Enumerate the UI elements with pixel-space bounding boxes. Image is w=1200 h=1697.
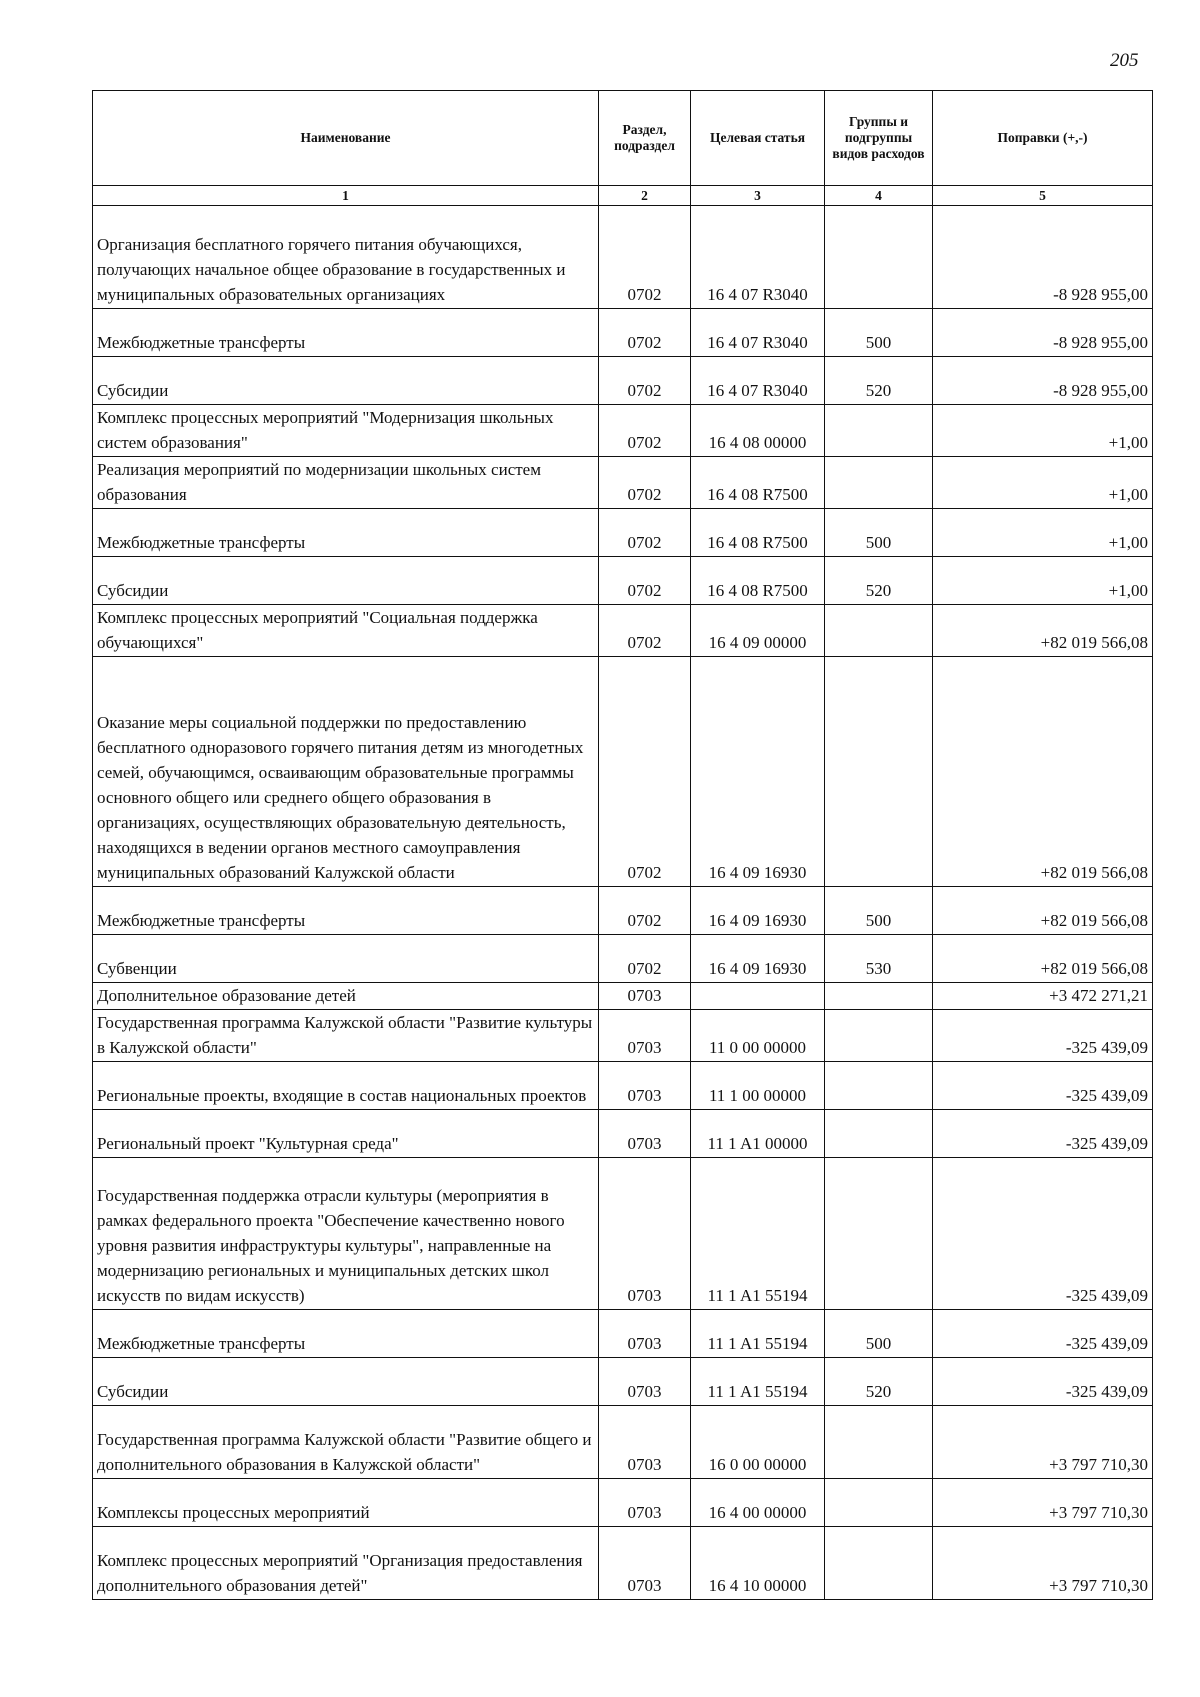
row-section: 0703 xyxy=(599,1358,691,1406)
table-header-row xyxy=(93,91,1153,186)
row-amount: +3 472 271,21 xyxy=(933,983,1153,1010)
row-name: Комплекс процессных мероприятий "Социальная поддержка обучающихся" xyxy=(93,605,599,657)
table-row xyxy=(93,1358,1153,1406)
table-row xyxy=(93,457,1153,509)
row-target: 11 1 A1 55194 xyxy=(691,1310,825,1358)
row-amount: +82 019 566,08 xyxy=(933,605,1153,657)
row-type xyxy=(825,1527,933,1600)
row-target: 16 4 08 R7500 xyxy=(691,557,825,605)
row-target: 16 4 09 16930 xyxy=(691,935,825,983)
page-number: 205 xyxy=(1110,50,1139,71)
row-type: 530 xyxy=(825,935,933,983)
row-name: Субсидии xyxy=(93,1358,599,1406)
row-target: 16 4 09 00000 xyxy=(691,605,825,657)
row-amount: -8 928 955,00 xyxy=(933,309,1153,357)
row-section: 0703 xyxy=(599,1527,691,1600)
row-amount: +1,00 xyxy=(933,557,1153,605)
row-target: 11 1 A1 55194 xyxy=(691,1358,825,1406)
row-target: 16 4 09 16930 xyxy=(691,887,825,935)
row-name: Дополнительное образование детей xyxy=(93,983,599,1010)
row-name: Региональный проект "Культурная среда" xyxy=(93,1110,599,1158)
table-row xyxy=(93,887,1153,935)
column-number: 2 xyxy=(599,186,691,206)
row-name: Комплекс процессных мероприятий "Организация предоставления дополнительного образования детей" xyxy=(93,1527,599,1600)
row-name: Комплексы процессных мероприятий xyxy=(93,1479,599,1527)
row-amount: -325 439,09 xyxy=(933,1158,1153,1310)
header-name: Наименование xyxy=(93,91,599,186)
row-section: 0702 xyxy=(599,457,691,509)
row-name: Региональные проекты, входящие в состав национальных проектов xyxy=(93,1062,599,1110)
row-type: 500 xyxy=(825,887,933,935)
row-section: 0702 xyxy=(599,605,691,657)
header-amend: Поправки (+,-) xyxy=(933,91,1153,186)
row-type xyxy=(825,1479,933,1527)
row-target: 16 4 08 00000 xyxy=(691,405,825,457)
table-row xyxy=(93,605,1153,657)
row-target: 16 4 08 R7500 xyxy=(691,509,825,557)
row-section: 0703 xyxy=(599,1110,691,1158)
row-section: 0702 xyxy=(599,309,691,357)
row-type xyxy=(825,405,933,457)
row-amount: +1,00 xyxy=(933,509,1153,557)
row-section: 0702 xyxy=(599,405,691,457)
table-row xyxy=(93,935,1153,983)
table-row xyxy=(93,405,1153,457)
row-target: 16 4 09 16930 xyxy=(691,657,825,887)
row-target: 11 1 A1 55194 xyxy=(691,1158,825,1310)
row-name: Субсидии xyxy=(93,557,599,605)
table-row xyxy=(93,1062,1153,1110)
row-target: 16 4 07 R3040 xyxy=(691,206,825,309)
row-name: Межбюджетные трансферты xyxy=(93,509,599,557)
row-target: 16 4 00 00000 xyxy=(691,1479,825,1527)
row-amount: +1,00 xyxy=(933,405,1153,457)
row-amount: +1,00 xyxy=(933,457,1153,509)
table-row xyxy=(93,309,1153,357)
row-type xyxy=(825,1110,933,1158)
row-section: 0703 xyxy=(599,1062,691,1110)
row-type: 520 xyxy=(825,557,933,605)
row-name: Государственная программа Калужской области "Развитие культуры в Калужской области" xyxy=(93,1010,599,1062)
row-amount: -8 928 955,00 xyxy=(933,357,1153,405)
row-section: 0703 xyxy=(599,1010,691,1062)
row-type xyxy=(825,1062,933,1110)
row-name: Комплекс процессных мероприятий "Модернизация школьных систем образования" xyxy=(93,405,599,457)
row-target: 11 0 00 00000 xyxy=(691,1010,825,1062)
row-amount: -325 439,09 xyxy=(933,1110,1153,1158)
row-type: 520 xyxy=(825,357,933,405)
row-type xyxy=(825,605,933,657)
row-section: 0703 xyxy=(599,1310,691,1358)
row-section: 0703 xyxy=(599,1406,691,1479)
row-section: 0702 xyxy=(599,657,691,887)
row-name: Государственная программа Калужской области "Развитие общего и дополнительного образования в Калужской области" xyxy=(93,1406,599,1479)
row-amount: +82 019 566,08 xyxy=(933,887,1153,935)
table-row xyxy=(93,1527,1153,1600)
row-section: 0702 xyxy=(599,509,691,557)
row-target xyxy=(691,983,825,1010)
row-amount: -325 439,09 xyxy=(933,1010,1153,1062)
row-target: 11 1 00 00000 xyxy=(691,1062,825,1110)
row-amount: +3 797 710,30 xyxy=(933,1406,1153,1479)
row-target: 16 4 08 R7500 xyxy=(691,457,825,509)
row-type: 500 xyxy=(825,509,933,557)
row-target: 11 1 A1 00000 xyxy=(691,1110,825,1158)
table-row xyxy=(93,1158,1153,1310)
table-row xyxy=(93,983,1153,1010)
row-type xyxy=(825,457,933,509)
row-section: 0703 xyxy=(599,1479,691,1527)
row-amount: +82 019 566,08 xyxy=(933,657,1153,887)
row-amount: -325 439,09 xyxy=(933,1062,1153,1110)
table-row xyxy=(93,1479,1153,1527)
row-type: 500 xyxy=(825,1310,933,1358)
row-name: Межбюджетные трансферты xyxy=(93,887,599,935)
row-name: Межбюджетные трансферты xyxy=(93,309,599,357)
row-name: Оказание меры социальной поддержки по предоставлению бесплатного одноразового горячего питания детям из многодетных семей, обучающимся, осваивающим образовательные программы основного общего или среднего общего образования в организациях, осуществляющих образовательную деятельность, находящихся в ведении органов местного самоуправления муниципальных образований Калужской области xyxy=(93,657,599,887)
row-target: 16 4 07 R3040 xyxy=(691,357,825,405)
row-target: 16 4 07 R3040 xyxy=(691,309,825,357)
column-number: 4 xyxy=(825,186,933,206)
table-row xyxy=(93,657,1153,887)
row-amount: +3 797 710,30 xyxy=(933,1479,1153,1527)
table-row xyxy=(93,357,1153,405)
row-section: 0702 xyxy=(599,887,691,935)
row-name: Государственная поддержка отрасли культуры (мероприятия в рамках федерального проекта "Обеспечение качественно нового уровня развития инфраструктуры культуры", направленные на модернизацию региональных и муниципальных детских школ искусств по видам искусств) xyxy=(93,1158,599,1310)
table-row xyxy=(93,509,1153,557)
row-section: 0702 xyxy=(599,935,691,983)
row-type xyxy=(825,1010,933,1062)
table-row xyxy=(93,557,1153,605)
row-section: 0702 xyxy=(599,206,691,309)
column-number: 3 xyxy=(691,186,825,206)
row-section: 0702 xyxy=(599,557,691,605)
table-row xyxy=(93,1310,1153,1358)
row-type xyxy=(825,657,933,887)
row-name: Субвенции xyxy=(93,935,599,983)
row-type xyxy=(825,1158,933,1310)
header-groups: Группы и подгруппы видов расходов xyxy=(825,91,933,186)
header-target: Целевая статья xyxy=(691,91,825,186)
table-row xyxy=(93,1406,1153,1479)
row-type xyxy=(825,206,933,309)
row-amount: +82 019 566,08 xyxy=(933,935,1153,983)
row-section: 0703 xyxy=(599,983,691,1010)
column-number-row xyxy=(93,186,1153,206)
row-name: Реализация мероприятий по модернизации школьных систем образования xyxy=(93,457,599,509)
column-number: 5 xyxy=(933,186,1153,206)
table-row xyxy=(93,1010,1153,1062)
row-type: 500 xyxy=(825,309,933,357)
row-amount: +3 797 710,30 xyxy=(933,1527,1153,1600)
column-number: 1 xyxy=(93,186,599,206)
row-section: 0703 xyxy=(599,1158,691,1310)
row-amount: -325 439,09 xyxy=(933,1358,1153,1406)
row-name: Межбюджетные трансферты xyxy=(93,1310,599,1358)
row-amount: -8 928 955,00 xyxy=(933,206,1153,309)
table-row xyxy=(93,206,1153,309)
row-type: 520 xyxy=(825,1358,933,1406)
header-section: Раздел, подраздел xyxy=(599,91,691,186)
row-section: 0702 xyxy=(599,357,691,405)
budget-amendments-table xyxy=(92,90,1153,1600)
row-type xyxy=(825,983,933,1010)
row-name: Субсидии xyxy=(93,357,599,405)
row-name: Организация бесплатного горячего питания обучающихся, получающих начальное общее образование в государственных и муниципальных образовательных организациях xyxy=(93,206,599,309)
table-row xyxy=(93,1110,1153,1158)
row-target: 16 4 10 00000 xyxy=(691,1527,825,1600)
row-type xyxy=(825,1406,933,1479)
row-amount: -325 439,09 xyxy=(933,1310,1153,1358)
row-target: 16 0 00 00000 xyxy=(691,1406,825,1479)
